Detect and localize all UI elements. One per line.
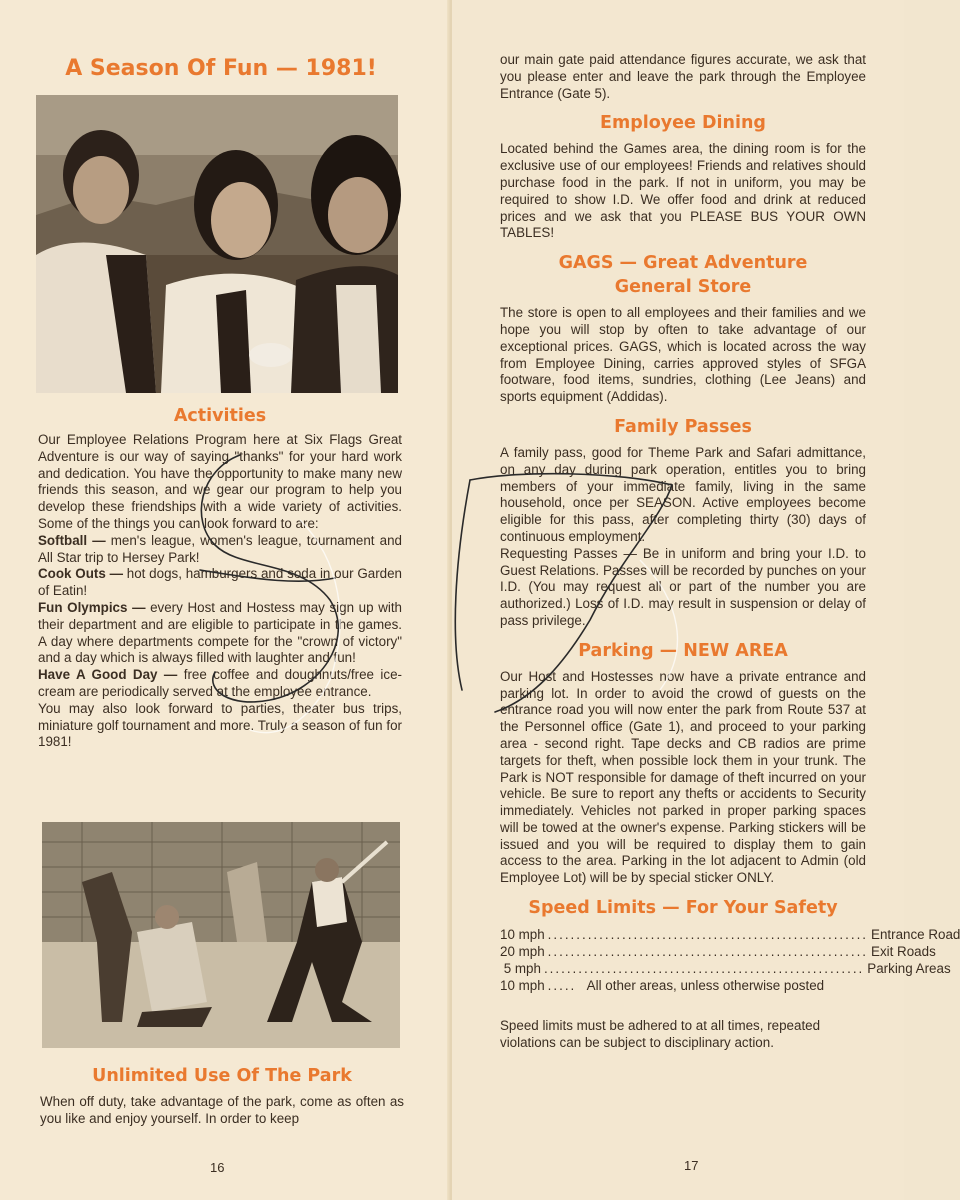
family-passes-heading: Family Passes bbox=[614, 416, 752, 437]
page-number-right: 17 bbox=[684, 1158, 699, 1173]
leader-dots: ........................................................ bbox=[543, 961, 865, 977]
right-page bbox=[452, 0, 960, 1200]
gags-text: The store is open to all employees and their families and we hope you will stop by often to take advantage of our exceptional prices. GAGS, which is located across the way from Employee Dining, carries approved styles of SFGA footware, food items, sundries, clothing (Lee Jeans) and sports equipment (Addidas). bbox=[500, 305, 866, 405]
leader-dots: ........................................................ bbox=[547, 927, 869, 943]
speed-value: 10 mph bbox=[500, 978, 545, 994]
activity-text: hot dogs, hamburgers and soda in our Garden of Eatin! bbox=[38, 566, 402, 599]
leader-dots: ........................................................ bbox=[547, 944, 869, 960]
employee-dining-heading: Employee Dining bbox=[600, 113, 766, 134]
speed-area: All other areas, unless otherwise posted bbox=[586, 978, 825, 994]
speed-value: 5 mph bbox=[500, 961, 541, 977]
activity-text: every Host and Hostess may sign up with their department and are eligible to participate in the games. A day where departments compete for the "crown of victory" and a day which is always filled with laughter and fun! bbox=[38, 599, 403, 666]
unlimited-use-heading: Unlimited Use Of The Park bbox=[92, 1066, 352, 1086]
activity-text: men's league, women's league, tournament and All Star trip to Hersey Park! bbox=[38, 532, 402, 565]
leader-dots: ..... bbox=[547, 978, 577, 994]
softball-photo bbox=[42, 822, 400, 1048]
left-page bbox=[0, 0, 450, 1200]
speed-area: Parking Areas bbox=[867, 961, 951, 977]
unlimited-use-text: When off duty, take advantage of the park, come as often as you like and enjoy yourself. In order to keep bbox=[40, 1094, 404, 1126]
activity-label: Have A Good Day — bbox=[38, 667, 178, 683]
speed-limit-row bbox=[500, 977, 866, 994]
activity-cookouts bbox=[38, 566, 402, 600]
gags-heading-line1: GAGS — Great Adventure bbox=[558, 253, 808, 274]
speed-area: Entrance Road bbox=[871, 927, 960, 943]
page-title: A Season Of Fun — 1981! bbox=[65, 56, 377, 81]
activity-fun-olympics bbox=[38, 600, 402, 667]
speed-limit-row bbox=[500, 926, 960, 943]
activity-label: Cook Outs — bbox=[38, 566, 123, 582]
activity-label: Softball — bbox=[38, 532, 106, 548]
speed-value: 10 mph bbox=[500, 927, 545, 943]
employee-dining-text: Located behind the Games area, the dining room is for the exclusive use of our employees! Friends and relatives should purchase food in the park. If not in uniform, you may be required to show I.D. We offer food and drink at reduced prices and we ask that you PLEASE BUS YOUR OWN TABLES! bbox=[500, 141, 866, 241]
activity-text: free coffee and doughnuts/free ice-cream are periodically served at the employee entrance. bbox=[38, 667, 403, 699]
requesting-passes-text: Requesting Passes — Be in uniform and bring your I.D. to Guest Relations. Passes will be recorded by punches on your I.D. (You may request all or part of the number you are authorized.) Loss of I.D. may result in suspension or delay of pass privilege. bbox=[500, 545, 866, 628]
page-number-left: 16 bbox=[210, 1160, 225, 1175]
activity-label: Fun Olympics — bbox=[38, 599, 146, 615]
employees-photo bbox=[36, 95, 398, 393]
family-passes-text: A family pass, good for Theme Park and Safari admittance, on any day during park operation, entitles you to bring members of your immediate family, living in the same household, once per SEASON. Active employees become eligible for this pass, after completing thirty (30) days of continuous employment. bbox=[500, 444, 866, 544]
activities-intro: Our Employee Relations Program here at Six Flags Great Adventure is our way of saying "thanks" for your hard work and dedication. You have the opportunity to make many new friends this season, and we gear our program to help you develop these friendships with a wide variety of activities. Some of the things you can look forward to are: bbox=[38, 432, 402, 531]
speed-value: 20 mph bbox=[500, 944, 545, 960]
continued-text: our main gate paid attendance figures accurate, we ask that you please enter and leave the park through the Employee Entrance (Gate 5). bbox=[500, 52, 866, 101]
speed-limits-list bbox=[500, 926, 960, 994]
activities-closing: You may also look forward to parties, theater bus trips, miniature golf tournament and more. Truly a season of fun for 1981! bbox=[38, 700, 402, 750]
speed-limit-row bbox=[500, 960, 951, 977]
speed-area: Exit Roads bbox=[871, 944, 936, 960]
parking-heading: Parking — NEW AREA bbox=[578, 640, 788, 661]
activity-softball bbox=[38, 533, 402, 567]
activities-heading: Activities bbox=[173, 406, 267, 426]
speed-limits-heading: Speed Limits — For Your Safety bbox=[528, 898, 838, 919]
speed-limits-note: Speed limits must be adhered to at all times, repeated violations can be subject to disciplinary action. bbox=[500, 1018, 821, 1050]
activity-good-day bbox=[38, 667, 402, 701]
speed-limit-row bbox=[500, 943, 936, 960]
parking-text: Our Host and Hostesses now have a private entrance and parking lot. In order to avoid the crowd of guests on the entrance road you will now enter the park from Route 537 at the Personnel office (Gate 1), and proceed to your parking area - second right. Tape decks and CB radios are prime targets for theft, when possible lock them in your trunk. The Park is NOT responsible for damage of theft incurred on your vehicle. Be sure to report any thefts or accidents to Security immediately. Vehicles not parked in proper parking spaces will be towed at the owner's expense. Parking stickers will be issued and you will be required to display them to gain access to the area. Parking in the lot adjacent to Admin (old Employee Lot) will be by special sticker ONLY. bbox=[500, 668, 866, 886]
gags-heading-line2: General Store bbox=[614, 277, 752, 298]
